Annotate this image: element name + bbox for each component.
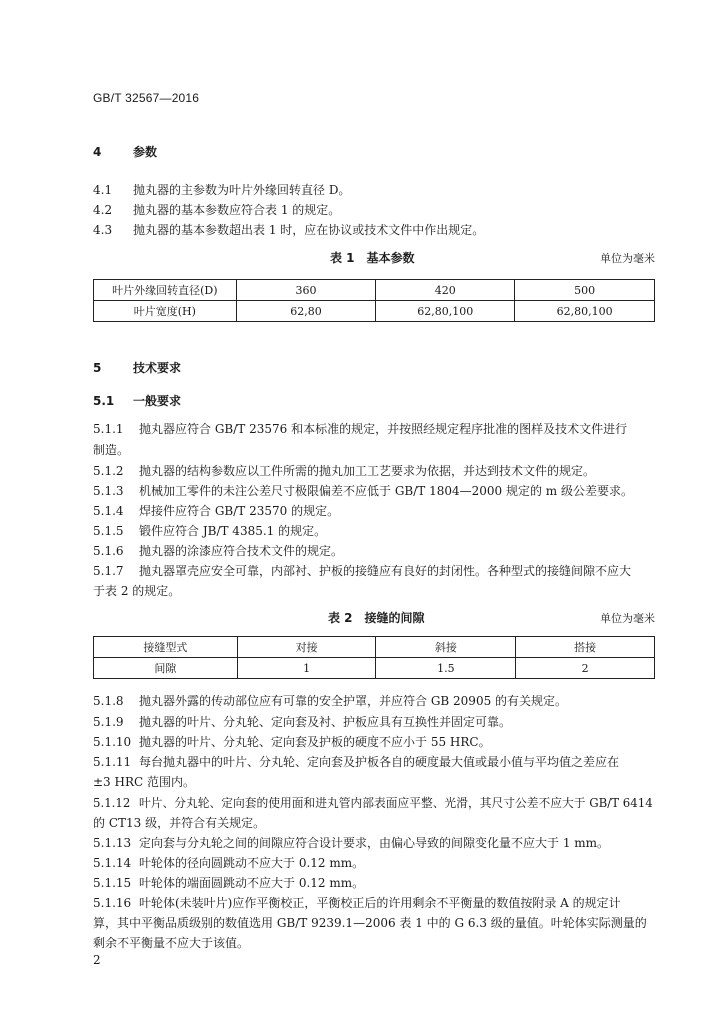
table-cell: 间隙 bbox=[94, 658, 238, 679]
section-4-heading bbox=[93, 143, 157, 161]
clause-5-1-7 bbox=[93, 562, 631, 580]
table-cell: 2 bbox=[516, 658, 655, 679]
clause-number: 4.3 bbox=[93, 223, 113, 237]
clause-text: 叶轮体的端面圆跳动不应大于 0.12 mm。 bbox=[139, 876, 365, 890]
table-cell: 420 bbox=[376, 280, 515, 301]
clause-5-1-6 bbox=[93, 542, 343, 560]
clause-5-1-2 bbox=[93, 462, 595, 480]
clause-text: 定向套与分丸轮之间的间隙应符合设计要求，由偏心导致的间隙变化量不应大于 1 mm。 bbox=[139, 836, 610, 850]
clause-number: 5.1.14 bbox=[93, 856, 132, 870]
clause-number: 5.1.4 bbox=[93, 504, 124, 518]
clause-text: 焊接件应符合 GB/T 23570 的规定。 bbox=[139, 504, 340, 518]
clause-text: 抛丸器的基本参数应符合表 1 的规定。 bbox=[133, 203, 341, 217]
table-cell: 叶片外缘回转直径(D) bbox=[94, 280, 237, 301]
clause-number: 5.1.2 bbox=[93, 464, 124, 478]
clause-5-1-11-continued: ±3 HRC 范围内。 bbox=[93, 775, 196, 789]
page-number: 2 bbox=[93, 953, 101, 967]
table-cell: 500 bbox=[515, 280, 655, 301]
table-row bbox=[94, 280, 655, 301]
section-5-1-heading bbox=[93, 392, 181, 410]
clause-5-1-16-continued-2: 剩余不平衡量不应大于该值。 bbox=[93, 936, 250, 950]
clause-5-1-16 bbox=[93, 894, 621, 912]
table-2-unit: 单位为毫米 bbox=[600, 612, 655, 625]
clause-text: 抛丸器的基本参数超出表 1 时，应在协议或技术文件中作出规定。 bbox=[133, 223, 485, 237]
clause-number: 5.1.8 bbox=[93, 694, 124, 708]
clause-5-1-12-continued: 的 CT13 级，并符合有关规定。 bbox=[93, 816, 266, 830]
clause-text: 抛丸器的结构参数应以工件所需的抛丸加工工艺要求为依据，并达到技术文件的规定。 bbox=[139, 464, 596, 478]
section-number: 4 bbox=[93, 145, 102, 159]
clause-text: 抛丸器罩壳应安全可靠，内部衬、护板的接缝应有良好的封闭性。各种型式的接缝间隙不应大 bbox=[139, 564, 632, 578]
table-cell: 叶片宽度(H) bbox=[94, 301, 237, 322]
clause-number: 5.1.1 bbox=[93, 422, 124, 436]
clause-number: 4.2 bbox=[93, 203, 113, 217]
clause-number: 5.1.13 bbox=[93, 836, 132, 850]
table-cell: 62,80,100 bbox=[376, 301, 515, 322]
clause-5-1-5 bbox=[93, 522, 326, 540]
table-cell: 1 bbox=[237, 658, 376, 679]
clause-5-1-7-continued: 于表 2 的规定。 bbox=[93, 584, 181, 598]
clause-4-2 bbox=[93, 201, 340, 219]
clause-5-1-13 bbox=[93, 834, 609, 852]
clause-text: 叶轮体(未装叶片)应作平衡校正，平衡校正后的许用剩余不平衡量的数值按附录 A 的规定计 bbox=[139, 896, 621, 910]
table-1 bbox=[93, 279, 655, 322]
clause-5-1-11 bbox=[93, 753, 619, 771]
clause-text: 抛丸器应符合 GB/T 23576 和本标准的规定，并按照经规定程序批准的图样及技术文件进行 bbox=[139, 422, 628, 436]
table-cell: 斜接 bbox=[376, 637, 516, 658]
section-5-heading bbox=[93, 359, 181, 377]
clause-text: 机械加工零件的未注公差尺寸极限偏差不应低于 GB/T 1804—2000 规定的 m 级公差要求。 bbox=[139, 484, 633, 498]
clause-5-1-9 bbox=[93, 713, 511, 731]
clause-text: 叶轮体的径向圆跳动不应大于 0.12 mm。 bbox=[139, 856, 365, 870]
clause-number: 5.1.10 bbox=[93, 735, 132, 749]
clause-number: 5.1.9 bbox=[93, 715, 124, 729]
clause-5-1-8 bbox=[93, 692, 567, 710]
clause-5-1-10 bbox=[93, 733, 491, 751]
clause-5-1-14 bbox=[93, 854, 364, 872]
table-1-unit: 单位为毫米 bbox=[600, 252, 655, 265]
clause-number: 5.1.11 bbox=[93, 755, 132, 769]
clause-number: 5.1.15 bbox=[93, 876, 132, 890]
table-2-caption: 表 2 接缝的间隙 bbox=[328, 611, 425, 625]
table-row bbox=[94, 301, 655, 322]
table-cell: 360 bbox=[236, 280, 376, 301]
standard-header: GB/T 32567—2016 bbox=[93, 91, 200, 105]
table-cell: 搭接 bbox=[516, 637, 655, 658]
section-number: 5.1 bbox=[93, 394, 115, 408]
clause-5-1-1-continued: 制造。 bbox=[93, 443, 130, 457]
clause-number: 4.1 bbox=[93, 183, 113, 197]
clause-text: 抛丸器的涂漆应符合技术文件的规定。 bbox=[139, 544, 344, 558]
clause-5-1-12 bbox=[93, 794, 653, 812]
clause-number: 5.1.16 bbox=[93, 896, 132, 910]
section-number: 5 bbox=[93, 361, 102, 375]
clause-4-1 bbox=[93, 181, 350, 199]
clause-number: 5.1.3 bbox=[93, 484, 124, 498]
clause-text: 叶片、分丸轮、定向套的使用面和进丸管内部表面应平整、光滑，其尺寸公差不应大于 GB/T 6414 bbox=[139, 796, 653, 810]
clause-text: 锻件应符合 JB/T 4385.1 的规定。 bbox=[139, 524, 327, 538]
clause-5-1-15 bbox=[93, 874, 364, 892]
clause-number: 5.1.6 bbox=[93, 544, 124, 558]
clause-5-1-1 bbox=[93, 420, 627, 438]
table-2 bbox=[93, 636, 655, 679]
clause-number: 5.1.5 bbox=[93, 524, 124, 538]
clause-5-1-16-continued: 算，其中平衡品质级别的数值选用 GB/T 9239.1—2006 表 1 中的 G 6.3 级的量值。叶轮体实际测量的 bbox=[93, 916, 647, 930]
table-cell: 62,80 bbox=[236, 301, 376, 322]
section-title: 一般要求 bbox=[133, 394, 182, 408]
table-cell: 接缝型式 bbox=[94, 637, 238, 658]
table-cell: 对接 bbox=[237, 637, 376, 658]
clause-5-1-4 bbox=[93, 502, 339, 520]
clause-text: 抛丸器的叶片、分丸轮、定向套及护板的硬度不应小于 55 HRC。 bbox=[139, 735, 491, 749]
clause-text: 抛丸器的叶片、分丸轮、定向套及衬、护板应具有互换性并固定可靠。 bbox=[139, 715, 512, 729]
section-title: 参数 bbox=[133, 145, 158, 159]
clause-text: 抛丸器的主参数为叶片外缘回转直径 D。 bbox=[133, 183, 351, 197]
table-1-caption: 表 1 基本参数 bbox=[330, 251, 415, 265]
table-row bbox=[94, 658, 655, 679]
clause-4-3 bbox=[93, 221, 484, 239]
clause-5-1-3 bbox=[93, 482, 633, 500]
clause-text: 抛丸器外露的传动部位应有可靠的安全护罩，并应符合 GB 20905 的有关规定。 bbox=[139, 694, 568, 708]
section-title: 技术要求 bbox=[133, 361, 182, 375]
table-cell: 1.5 bbox=[376, 658, 516, 679]
table-cell: 62,80,100 bbox=[515, 301, 655, 322]
table-row bbox=[94, 637, 655, 658]
clause-number: 5.1.12 bbox=[93, 796, 131, 810]
clause-number: 5.1.7 bbox=[93, 564, 124, 578]
clause-text: 每台抛丸器中的叶片、分丸轮、定向套及护板各自的硬度最大值或最小值与平均值之差应在 bbox=[139, 755, 620, 769]
